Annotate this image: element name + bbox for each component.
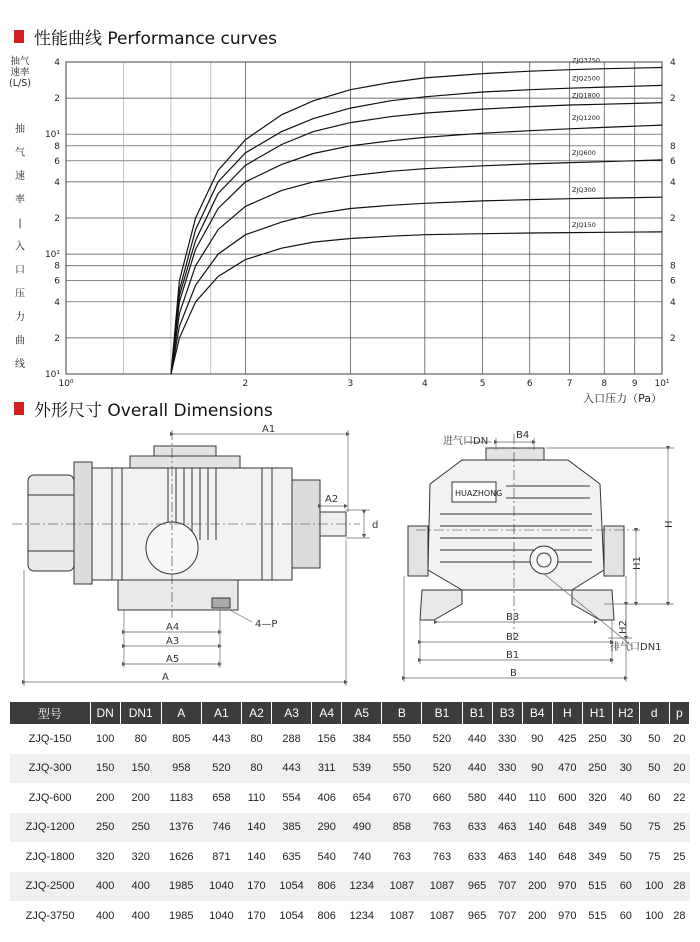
x-tick-label: 3 [347,379,354,389]
table-cell: 660 [432,791,452,804]
table-cell: 100 [645,909,664,922]
table-header-cell: H1 [582,702,612,724]
y-tick-label: 2 [54,333,60,344]
table-cell: ZJQ-600 [28,791,72,804]
table-cell: 550 [392,732,412,745]
dim-label-b: B [510,668,517,679]
right-tick-label: 4 [670,177,676,188]
x-tick-label: 2 [242,379,249,389]
table-cell: 156 [317,732,336,745]
table-cell: 150 [120,754,161,784]
table-header-cell: A1 [201,702,241,724]
y-tick-label: 6 [54,156,60,167]
table-cell: 763 [392,850,412,863]
right-tick-label: 2 [670,94,676,105]
table-cell: 463 [492,813,522,843]
table-header-cell: 型号 [10,702,90,724]
table-cell: 463 [497,850,517,863]
table-header-cell: B4 [522,702,552,724]
front-casing [428,460,604,590]
y-tick-label: 4 [54,177,60,188]
table-cell: 633 [467,850,487,863]
table-cell: 20 [673,732,686,745]
table-cell: 75 [648,850,661,863]
dim-label-a1: A1 [262,424,276,435]
table-cell: 140 [247,850,266,863]
series-line [171,85,662,374]
series-label: ZJQ600 [572,148,596,157]
y-axis-label-char: 气 [15,147,25,159]
table-cell: 385 [272,813,312,843]
table-cell: 110 [247,791,266,804]
y-axis-label-char: 压 [15,288,25,300]
table-cell: 658 [212,791,231,804]
table-cell: 349 [588,850,607,863]
table-cell: 200 [96,791,115,804]
table-cell: 633 [462,813,492,843]
table-cell: 970 [558,909,577,922]
table-cell: 110 [528,791,546,804]
dim-label-b4: B4 [516,430,530,441]
table-header-cell: H2 [612,702,639,724]
table-cell: 288 [282,732,301,745]
dim-label-b3: B3 [506,612,520,623]
table-header-cell: A4 [312,702,342,724]
x-tick-label: 7 [566,379,573,389]
table-cell: 80 [241,754,271,784]
table-cell: 1040 [209,909,234,922]
table-body [10,724,690,931]
table-cell: 515 [582,872,612,902]
table-cell: 320 [588,791,607,804]
table-cell: 140 [528,850,547,863]
x-tick-label: 4 [421,379,428,389]
x-tick-label: 9 [631,379,638,389]
motor-cover [28,475,74,571]
table-cell: 1087 [389,909,415,922]
table-header-cell: A [161,702,201,724]
table-cell: 400 [131,909,150,922]
table-cell: 648 [552,813,582,843]
dimension-drawings [0,420,700,698]
y-tick-label: 4 [54,58,60,68]
y-axis-unit-label: 抽气 [10,56,30,67]
performance-title: 性能曲线 Performance curves [34,29,278,49]
x-tick-label: 10¹ [654,379,670,389]
table-cell: 443 [212,732,231,745]
table-cell: 520 [432,732,452,745]
right-tick-label: 2 [670,214,676,224]
table-cell: 200 [131,791,150,804]
table-row [10,724,690,754]
table-header-cell: DN [90,702,120,724]
table-cell: 554 [282,791,301,804]
x-tick-label: 5 [479,379,486,389]
table-cell: 958 [161,754,201,784]
table-cell: 406 [317,791,336,804]
x-tick-label: 10⁰ [58,379,74,389]
dim-label-d: d [372,520,379,531]
table-cell: 740 [352,850,371,863]
table-cell: 805 [172,732,191,745]
table-cell: 100 [96,732,115,745]
table-header-row [10,702,690,724]
table-header-cell: B3 [492,702,522,724]
table-cell: 50 [619,850,632,863]
table-cell: ZJQ-300 [10,754,90,784]
table-cell: 150 [90,754,120,784]
spec-table [10,702,690,931]
table-cell: 580 [467,791,487,804]
table-cell: 746 [201,813,241,843]
side-view-drawing [12,430,360,618]
series-label: ZJQ3750 [572,56,601,65]
table-cell: 80 [134,732,147,745]
table-cell: 28 [669,872,689,902]
table-cell: 311 [312,754,342,784]
table-cell: 1054 [279,909,304,922]
table-cell: 763 [422,813,462,843]
table-cell: 330 [492,754,522,784]
table-cell: 320 [96,850,115,863]
table-cell: ZJQ-1200 [10,813,90,843]
table-cell: 30 [619,732,632,745]
table-header-cell: A5 [342,702,382,724]
table-cell: 30 [612,754,639,784]
y-axis-label-char: 率 [15,194,25,206]
table-cell: ZJQ-3750 [25,909,75,922]
x-tick-label: 6 [526,379,533,389]
x-axis-label: 入口压力（Pa） [583,392,662,405]
table-row [10,872,690,902]
table-cell: 1087 [382,872,422,902]
table-header-cell: H [552,702,582,724]
table-cell: 20 [669,754,689,784]
table-header-cell: d [639,702,669,724]
table-cell: 1234 [342,872,382,902]
y-tick-label: 4 [54,297,60,308]
y-axis-unit-label: (L/S) [9,78,31,89]
table-cell: 200 [528,909,547,922]
right-tick-label: 6 [670,156,676,167]
right-tick-label: 8 [670,261,676,272]
dim-label-b1: B1 [506,650,520,661]
table-cell: 1054 [272,872,312,902]
dim-label-a4: A4 [166,622,180,633]
table-cell: 470 [552,754,582,784]
series-label: ZJQ2500 [572,74,601,83]
table-cell: 763 [432,850,452,863]
dim-label-a2: A2 [325,494,339,505]
series-label: ZJQ1800 [572,91,601,100]
table-cell: 806 [317,909,336,922]
y-axis-label-char: 曲 [15,335,25,347]
table-cell: 290 [312,813,342,843]
table-cell: 60 [648,791,661,804]
table-cell: 80 [250,732,263,745]
dimensions-section-header [14,396,273,421]
table-cell: 1234 [349,909,374,922]
table-cell: 806 [312,872,342,902]
y-axis-label-char: 线 [15,359,25,370]
table-cell: 1376 [161,813,201,843]
dim-label-h: H [664,520,675,528]
table-cell: 25 [673,850,686,863]
outlet-label: 排气口DN1 [610,642,662,653]
table-cell: 75 [639,813,669,843]
chart-grid [66,62,662,374]
table-cell: 443 [272,754,312,784]
table-cell: 25 [669,813,689,843]
table-header-cell: DN1 [120,702,161,724]
dim-label-a5: A5 [166,654,180,665]
table-cell: 60 [612,872,639,902]
y-tick-label: 8 [54,141,60,152]
table-cell: 600 [558,791,577,804]
brand-label: HUAZHONG [455,489,503,498]
table-header-cell: A2 [241,702,271,724]
table-cell: 871 [212,850,231,863]
dim-label-p: 4—P [255,619,278,630]
table-cell: 965 [467,909,487,922]
table-cell: 1626 [169,850,194,863]
dim-label-b2: B2 [506,632,520,643]
table-cell: 250 [120,813,161,843]
table-cell: 100 [639,872,669,902]
table-row [10,754,690,784]
chart-labels [9,55,676,405]
table-cell: 60 [619,909,632,922]
series-label: ZJQ150 [572,220,596,229]
table-cell: 90 [522,754,552,784]
table-cell: 440 [497,791,517,804]
table-row [10,783,690,813]
table-cell: 250 [90,813,120,843]
table-cell: 550 [382,754,422,784]
table-header-cell: B1 [422,702,462,724]
y-axis-unit-label: 速率 [10,67,30,78]
table-cell: 970 [552,872,582,902]
table-cell: 648 [558,850,577,863]
table-cell: 50 [612,813,639,843]
y-axis-label-char: 入 [15,241,25,253]
table-row [10,813,690,843]
table-cell: 50 [648,732,661,745]
table-cell: 400 [90,872,120,902]
y-tick-label: 10² [44,250,60,261]
y-tick-label: 8 [54,261,60,272]
series-label: ZJQ300 [572,186,596,195]
y-axis-label-char: 抽 [15,124,25,135]
table-header-cell: B [382,702,422,724]
table-cell: 1985 [169,909,194,922]
table-row [10,842,690,872]
dim-label-a: A [162,672,169,683]
table-cell: ZJQ-2500 [10,872,90,902]
table-cell: 384 [352,732,371,745]
table-cell: 50 [639,754,669,784]
right-tick-label: 4 [670,297,676,308]
table-cell: 440 [462,754,492,784]
table-cell: 140 [522,813,552,843]
y-tick-label: 10¹ [44,130,60,141]
performance-chart [0,50,700,410]
table-cell: 425 [558,732,577,745]
table-cell: 330 [497,732,517,745]
inlet-label: 进气口DN [443,436,489,447]
table-cell: 520 [201,754,241,784]
table-cell: ZJQ-150 [28,732,72,745]
right-tick-label: 6 [670,276,676,287]
table-cell: 1040 [201,872,241,902]
y-tick-label: 2 [54,214,60,224]
right-tick-label: 4 [670,58,676,68]
table-cell: 250 [582,754,612,784]
table-cell: 1087 [422,872,462,902]
table-cell: 140 [241,813,271,843]
x-tick-label: 8 [601,379,608,389]
table-cell: 707 [492,872,522,902]
y-axis-label-char: 口 [15,265,25,276]
dim-label-a3: A3 [166,636,180,647]
table-cell: 349 [582,813,612,843]
table-cell: 515 [588,909,607,922]
table-header-cell: p [669,702,689,724]
y-axis-label-char: 速 [15,171,25,182]
front-view-drawing [408,434,640,640]
table-cell: ZJQ-1800 [25,850,75,863]
table-cell: 965 [462,872,492,902]
table-header-cell: A3 [272,702,312,724]
y-tick-label: 10¹ [44,370,60,380]
table-cell: 400 [96,909,115,922]
series-line [171,232,662,374]
table-cell: 1087 [429,909,455,922]
table-cell: 40 [619,791,632,804]
table-cell: 28 [673,909,686,922]
table-cell: 1183 [169,791,194,804]
table-cell: 1985 [161,872,201,902]
series-label: ZJQ1200 [572,114,601,123]
table-cell: 90 [531,732,544,745]
table-cell: 22 [673,791,686,804]
y-axis-label-char: 力 [15,312,25,323]
table-cell: 250 [588,732,607,745]
dimensions-title: 外形尺寸 Overall Dimensions [34,401,273,421]
table-cell: 440 [467,732,487,745]
table-row [10,901,690,931]
table-cell: 539 [342,754,382,784]
table-cell: 707 [497,909,517,922]
y-axis-label-char: | [18,218,22,229]
right-tick-label: 8 [670,141,676,152]
table-cell: 670 [392,791,412,804]
table-cell: 635 [282,850,301,863]
red-square-icon [14,30,24,43]
dim-label-h2: H2 [618,620,629,634]
y-tick-label: 2 [54,94,60,105]
table-cell: 540 [317,850,336,863]
y-tick-label: 6 [54,276,60,287]
red-square-icon [14,402,24,415]
table-cell: 170 [241,872,271,902]
table-cell: 200 [522,872,552,902]
table-cell: 490 [342,813,382,843]
table-cell: 858 [382,813,422,843]
table-cell: 170 [247,909,266,922]
performance-section-header [14,24,277,49]
table-cell: 520 [422,754,462,784]
table-cell: 320 [131,850,150,863]
table-cell: 400 [120,872,161,902]
right-tick-label: 2 [670,333,676,344]
table-cell: 654 [352,791,371,804]
table-header-cell: B1 [462,702,492,724]
series-line [171,103,662,374]
dim-label-h1: H1 [632,556,643,570]
